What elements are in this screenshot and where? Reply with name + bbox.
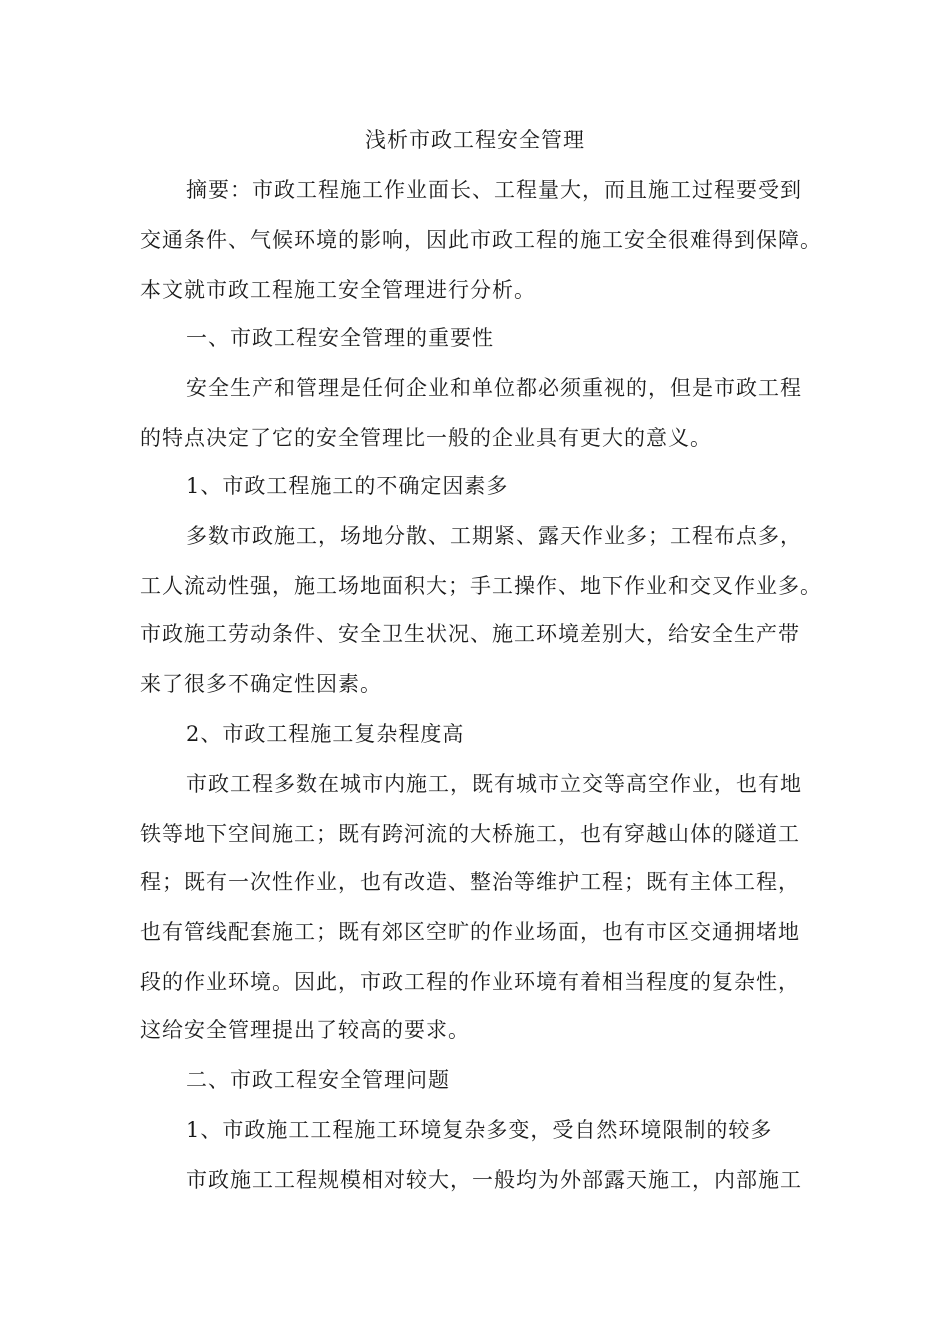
paragraph-line: 工人流动性强，施工场地面积大；手工操作、地下作业和交叉作业多。 bbox=[140, 574, 822, 598]
paragraph-line: 程；既有一次性作业，也有改造、整治等维护工程；既有主体工程， bbox=[140, 870, 800, 894]
paragraph-line: 铁等地下空间施工；既有跨河流的大桥施工，也有穿越山体的隧道工 bbox=[140, 822, 800, 846]
paragraph-line: 这给安全管理提出了较高的要求。 bbox=[140, 1018, 470, 1042]
paragraph-line: 市政工程多数在城市内施工，既有城市立交等高空作业，也有地 bbox=[186, 772, 802, 796]
abstract-line: 摘要：市政工程施工作业面长、工程量大，而且施工过程要受到 bbox=[186, 178, 802, 202]
paragraph-line: 市政施工工程规模相对较大，一般均为外部露天施工，内部施工 bbox=[186, 1168, 802, 1192]
document-title: 浅析市政工程安全管理 bbox=[365, 128, 585, 152]
section-heading: 二、市政工程安全管理问题 bbox=[186, 1068, 450, 1092]
subsection-heading: 1、市政工程施工的不确定因素多 bbox=[186, 474, 509, 498]
subsection-heading: 1、市政施工工程施工环境复杂多变，受自然环境限制的较多 bbox=[186, 1118, 773, 1142]
paragraph-line: 段的作业环境。因此，市政工程的作业环境有着相当程度的复杂性， bbox=[140, 970, 800, 994]
paragraph-line: 安全生产和管理是任何企业和单位都必须重视的，但是市政工程 bbox=[186, 376, 802, 400]
section-heading: 一、市政工程安全管理的重要性 bbox=[186, 326, 494, 350]
paragraph-line: 市政施工劳动条件、安全卫生状况、施工环境差别大，给安全生产带 bbox=[140, 622, 800, 646]
subsection-heading: 2、市政工程施工复杂程度高 bbox=[186, 722, 465, 746]
paragraph-line: 的特点决定了它的安全管理比一般的企业具有更大的意义。 bbox=[140, 426, 712, 450]
paragraph-line: 来了很多不确定性因素。 bbox=[140, 672, 382, 696]
paragraph-line: 也有管线配套施工；既有郊区空旷的作业场面，也有市区交通拥堵地 bbox=[140, 920, 800, 944]
abstract-line: 交通条件、气候环境的影响，因此市政工程的施工安全很难得到保障。 bbox=[140, 228, 822, 252]
abstract-line: 本文就市政工程施工安全管理进行分析。 bbox=[140, 278, 536, 302]
paragraph-line: 多数市政施工，场地分散、工期紧、露天作业多；工程布点多， bbox=[186, 524, 802, 548]
